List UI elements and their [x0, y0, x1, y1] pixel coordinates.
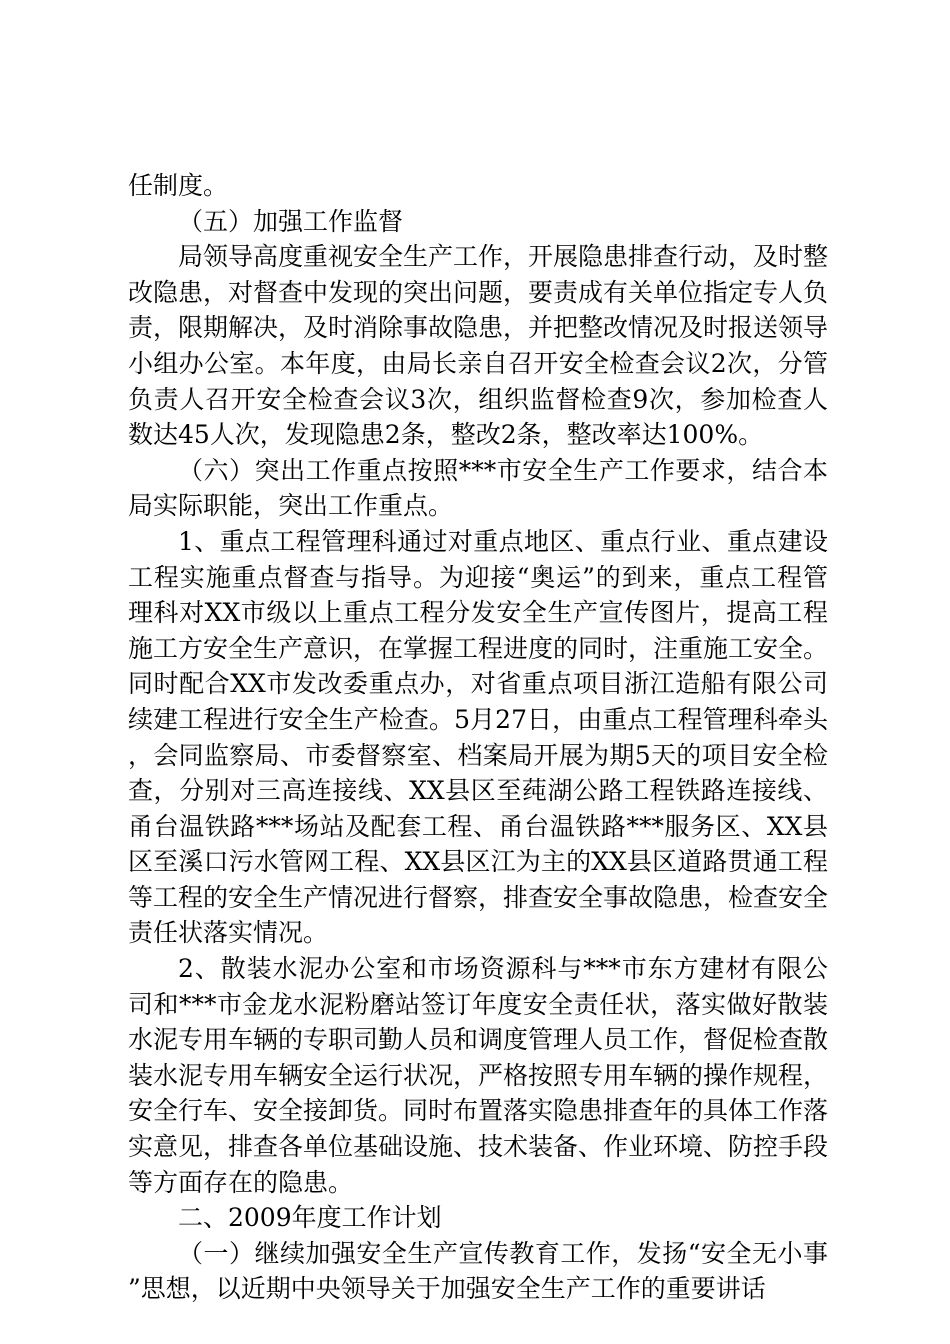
- section-heading-plan: 二、2009年度工作计划: [178, 1203, 442, 1233]
- document-body: [128, 168, 828, 1307]
- section-heading-five: （五）加强工作监督: [178, 206, 404, 236]
- paragraph-continuation: 任制度。: [128, 171, 229, 200]
- paragraph-item-1: 1、重点工程管理科通过对重点地区、重点行业、重点建设工程实施重点督查与指导。为迎接“奥运”的到来，重点工程管理科对XX市级以上重点工程分发安全生产宣传图片，提高工程施工方安全生产意识，在掌握工程进度的同时，注重施工安全。同时配合XX市发改委重点办，对省重点项目浙江造船有限公司续建工程进行安全生产检查。5月27日，由重点工程管理科牵头，会同监察局、市委督察室、档案局开展为期5天的项目安全检查，分别对三高连接线、XX县区至莼湖公路工程铁路连接线、甬台温铁路***场站及配套工程、甬台温铁路***服务区、XX县区至溪口污水管网工程、XX县区江为主的XX县区道路贯通工程等工程的安全生产情况进行督察，排查安全事故隐患，检查安全责任状落实情况。: [128, 526, 829, 948]
- paragraph-item-2: 2、散装水泥办公室和市场资源科与***市东方建材有限公司和***市金龙水泥粉磨站签订年度安全责任状，落实做好散装水泥专用车辆的专职司勤人员和调度管理人员工作，督促检查散装水泥专用车辆安全运行状况，严格按照专用车辆的操作规程，安全行车、安全接卸货。同时布置落实隐患排查年的具体工作落实意见，排查各单位基础设施、技术装备、作业环境、防控手段等方面存在的隐患。: [128, 954, 829, 1197]
- paragraph-supervision: 局领导高度重视安全生产工作，开展隐患排查行动，及时整改隐患，对督查中发现的突出问题，要责成有关单位指定专人负责，限期解决，及时消除事故隐患，并把整改情况及时报送领导小组办公室。本年度，由局长亲自召开安全检查会议2次，分管负责人召开安全检查会议3次，组织监督检查9次，参加检查人数达45人次，发现隐患2条，整改2条，整改率达100%。: [128, 242, 829, 450]
- section-heading-six: （六）突出工作重点按照***市安全生产工作要求，结合本局实际职能，突出工作重点。: [128, 455, 828, 521]
- paragraph-plan-1: （一）继续加强安全生产宣传教育工作，发扬“安全无小事”思想，以近期中央领导关于加强安全生产工作的重要讲话: [128, 1238, 828, 1304]
